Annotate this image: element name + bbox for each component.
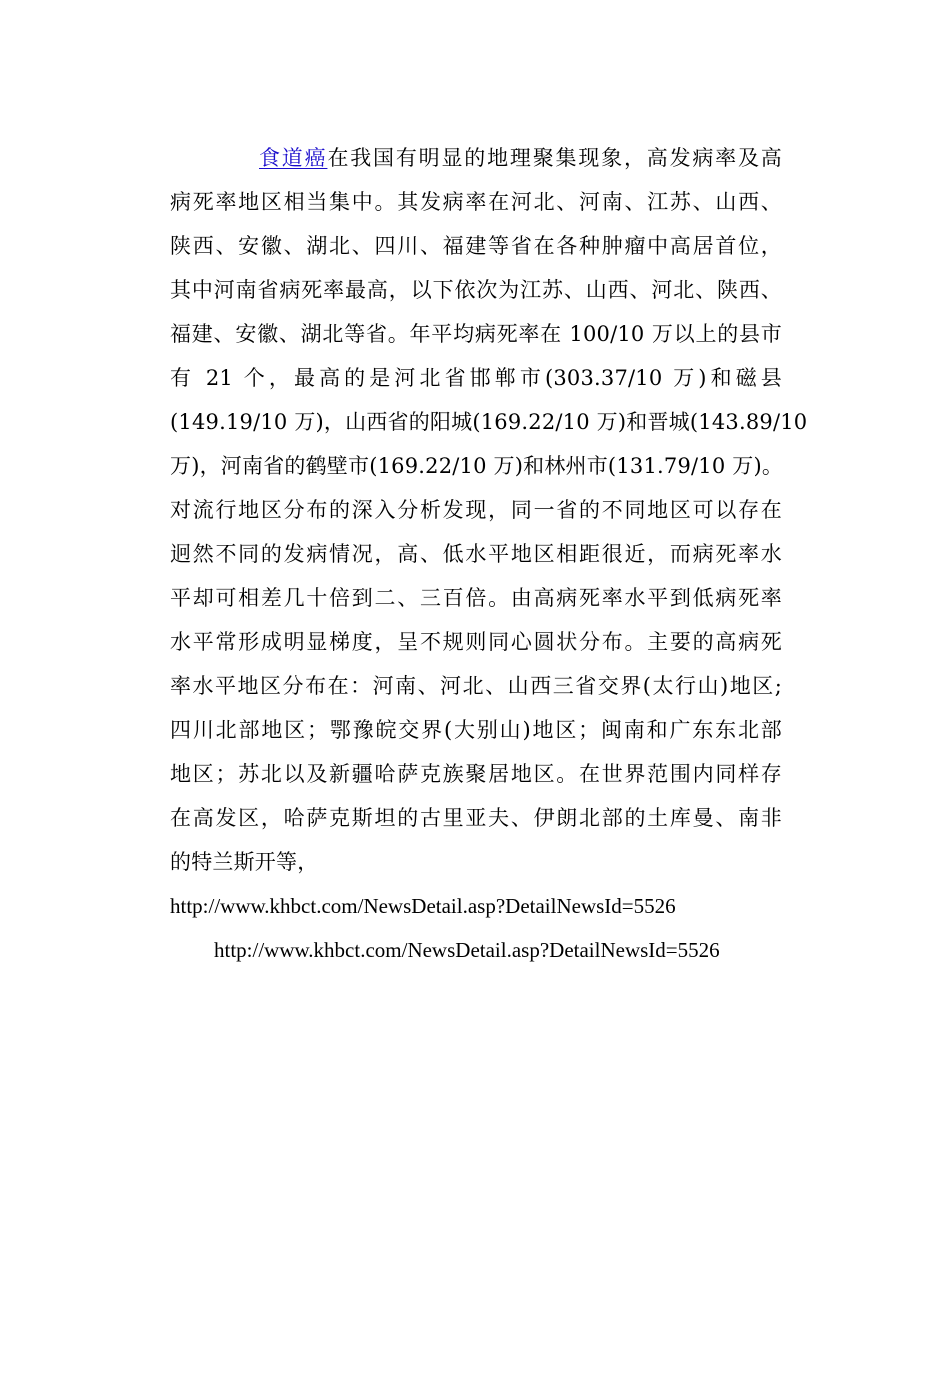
esophageal-cancer-link[interactable]: 食道癌	[259, 146, 328, 170]
paragraph-line-9: 对流行地区分布的深入分析发现，同一省的不同地区可以存在	[170, 498, 782, 522]
paragraph-line-14: 四川北部地区；鄂豫皖交界(大别山)地区；闽南和广东东北部	[170, 718, 782, 742]
paragraph-line-10: 迥然不同的发病情况，高、低水平地区相距很近，而病死率水	[170, 542, 782, 566]
paragraph-line-2: 病死率地区相当集中。其发病率在河北、河南、江苏、山西、	[170, 190, 782, 214]
paragraph-line-16: 在高发区，哈萨克斯坦的古里亚夫、伊朗北部的土库曼、南非	[170, 806, 782, 830]
paragraph-line-17: 的特兰斯开等，	[170, 850, 319, 874]
paragraph-line-7: (149.19/10 万)，山西省的阳城(169.22/10 万)和晋城(143.89/10	[170, 410, 808, 434]
paragraph-line-6: 有 21 个，最高的是河北省邯郸市(303.37/10 万)和磁县	[170, 366, 782, 390]
paragraph-line-11: 平却可相差几十倍到二、三百倍。由高病死率水平到低病死率	[170, 586, 782, 610]
paragraph-line-13: 率水平地区分布在：河南、河北、山西三省交界(太行山)地区;	[170, 674, 782, 698]
source-url-2: http://www.khbct.com/NewsDetail.asp?DetailNewsId=5526	[214, 938, 720, 962]
paragraph-line-4: 其中河南省病死率最高，以下依次为江苏、山西、河北、陕西、	[170, 278, 782, 302]
paragraph-line-12: 水平常形成明显梯度，呈不规则同心圆状分布。主要的高病死	[170, 630, 782, 654]
paragraph-line-3: 陕西、安徽、湖北、四川、福建等省在各种肿瘤中高居首位，	[170, 234, 782, 258]
paragraph-line-1	[259, 145, 782, 171]
paragraph-line-5: 福建、安徽、湖北等省。年平均病死率在 100/10 万以上的县市	[170, 322, 782, 346]
line-text: 在我国有明显的地理聚集现象，高发病率及高	[327, 146, 783, 170]
source-url-1: http://www.khbct.com/NewsDetail.asp?DetailNewsId=5526	[170, 894, 676, 918]
paragraph-line-8: 万)，河南省的鹤壁市(169.22/10 万)和林州市(131.79/10 万)。	[170, 454, 784, 478]
paragraph-line-15: 地区；苏北以及新疆哈萨克族聚居地区。在世界范围内同样存	[170, 762, 782, 786]
